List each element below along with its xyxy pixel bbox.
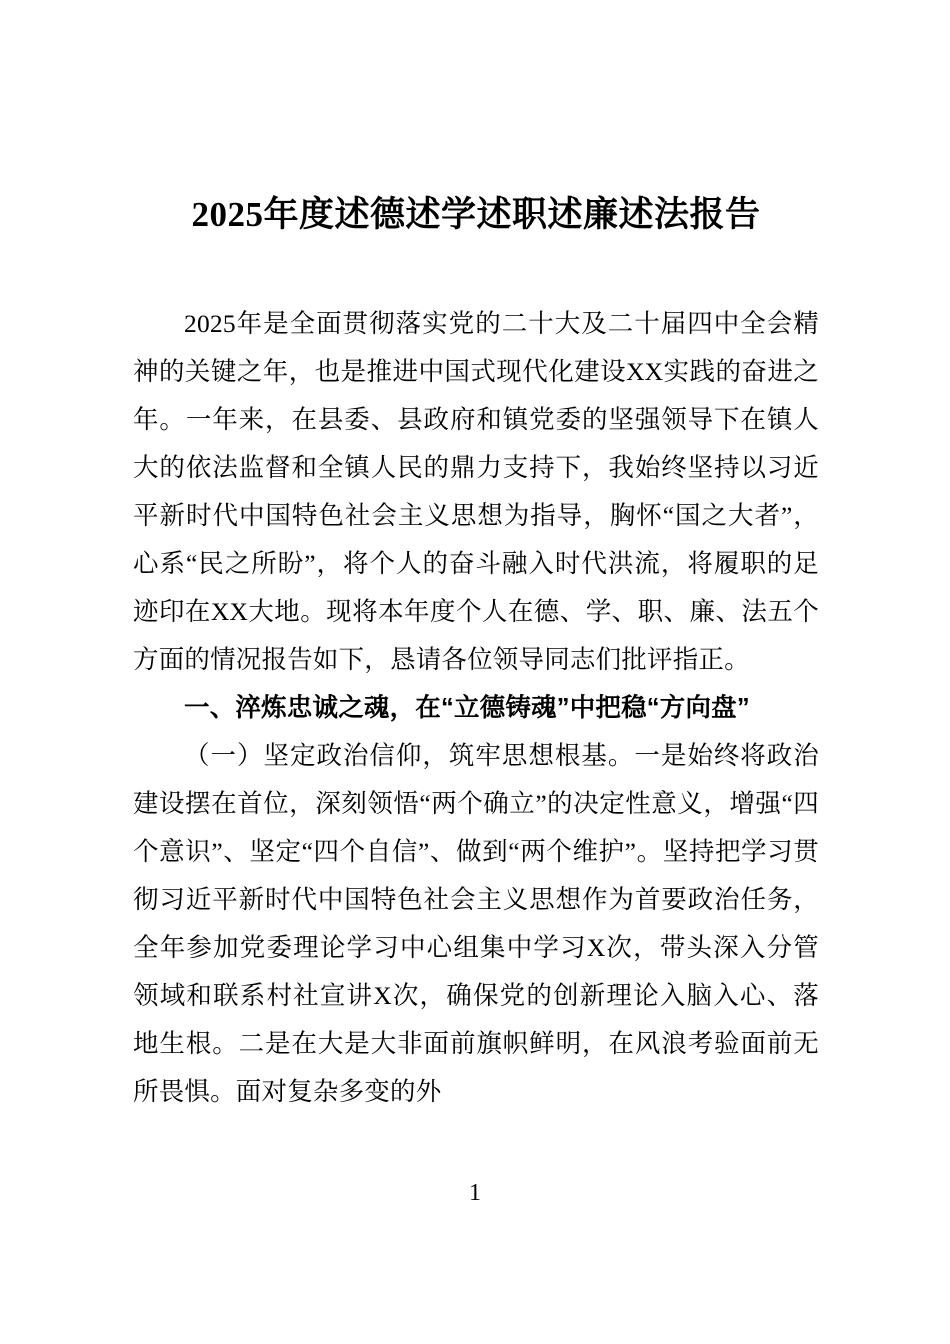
page-title: 2025年度述德述学述职述廉述法报告 xyxy=(191,195,761,234)
section-one-paragraph: （一）坚定政治信仰，筑牢思想根基。一是始终将政治建设摆在首位，深刻领悟“两个确立”的决定性意义，增强“四个意识”、坚定“四个自信”、做到“两个维护”。坚持把学习贯彻习近平新时代中国特色社会主义思想作为首要政治任务，全年参加党委理论学习中心组集中学习X次，带头深入分管领域和联系村社宣讲X次，确保党的创新理论入脑入心、落地生根。二是在大是大非面前旗帜鲜明，在风浪考验面前无所畏惧。面对复杂多变的外 xyxy=(133,741,819,1106)
title-spacer xyxy=(133,238,819,300)
page-number: 1 xyxy=(469,1180,481,1206)
section-one-heading: 一、淬炼忠诚之魂，在“立德铸魂”中把稳“方向盘” xyxy=(184,694,750,722)
opening-paragraph: 2025年是全面贯彻落实党的二十大及二十届四中全会精神的关键之年，也是推进中国式现代化建设XX实践的奋进之年。一年来，在县委、县政府和镇党委的坚强领导下在镇人大的依法监督和全镇人民的鼎力支持下，我始终坚持以习近平新时代中国特色社会主义思想为指导，胸怀“国之大者”，心系“民之所盼”，将个人的奋斗融入时代洪流，将履职的足迹印在XX大地。现将本年度个人在德、学、职、廉、法五个方面的情况报告如下，恳请各位领导同志们批评指正。 xyxy=(133,309,819,674)
document-content xyxy=(133,0,819,1116)
